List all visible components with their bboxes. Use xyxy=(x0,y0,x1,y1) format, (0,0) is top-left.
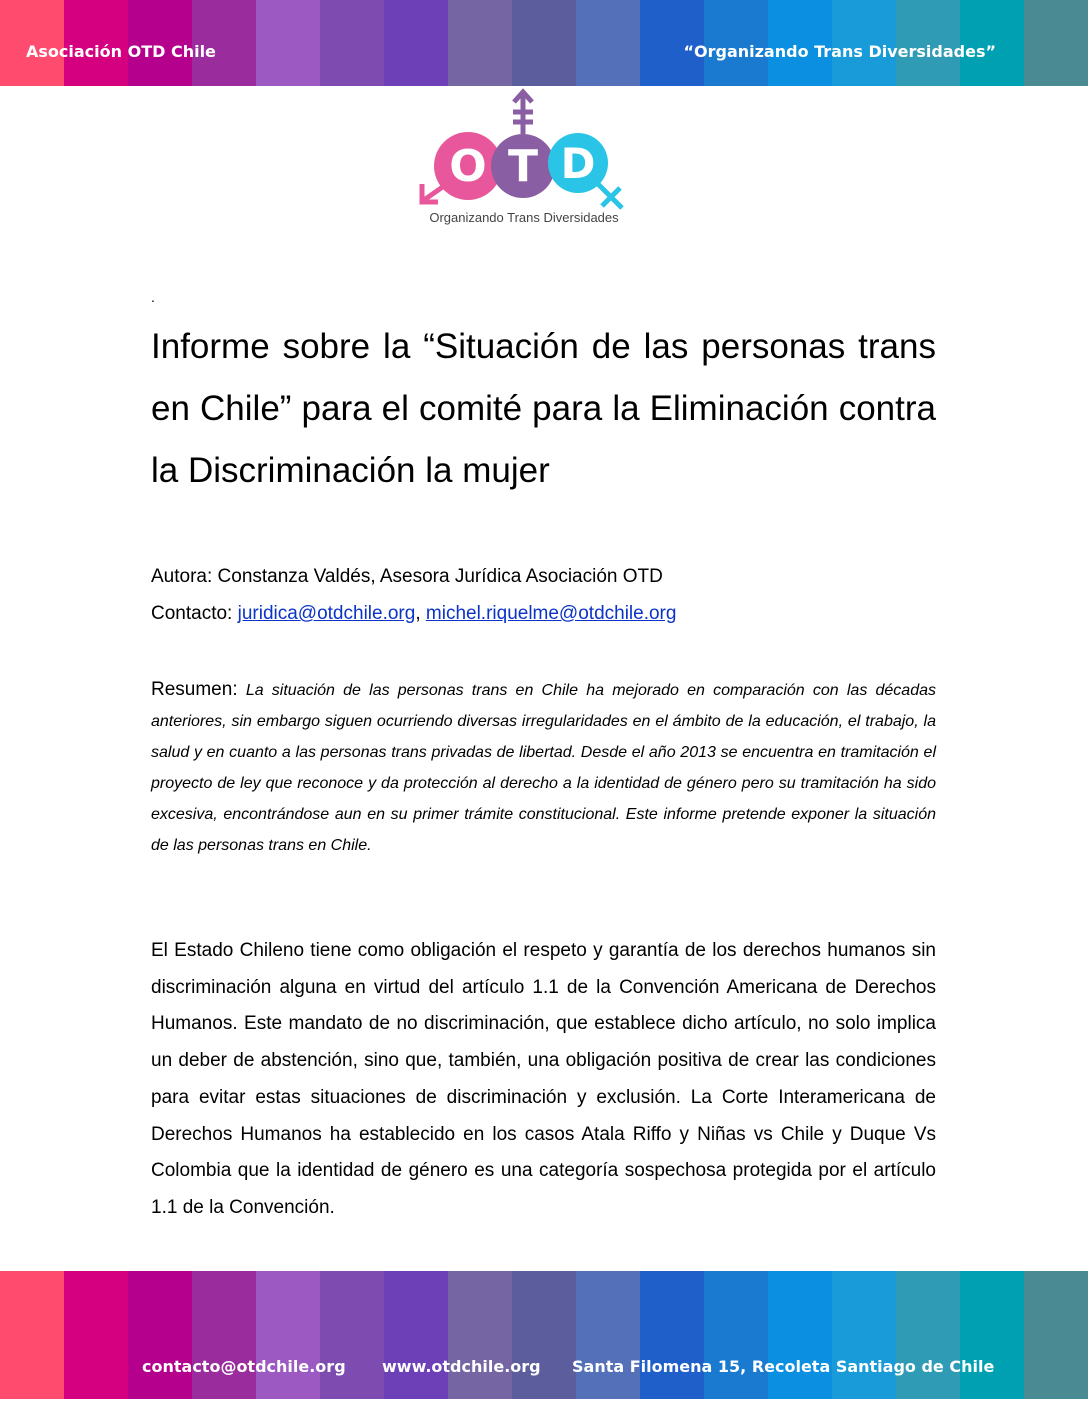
summary-label: Resumen: xyxy=(151,679,238,700)
color-stripe xyxy=(512,1271,576,1399)
trans-symbol-icon xyxy=(513,92,533,134)
otd-logo xyxy=(416,88,636,230)
logo-tagline: Organizando Trans Diversidades xyxy=(429,210,619,225)
contact-email-juridica-link[interactable]: juridica@otdchile.org xyxy=(237,603,416,624)
color-stripe xyxy=(320,0,384,86)
color-stripe xyxy=(768,1271,832,1399)
body-paragraph: El Estado Chileno tiene como obligación el respeto y garantía de los derechos humanos sin discriminación alguna en virtud del artículo 1.1 de la Convención Americana de Derechos Humanos. Este mandato de no discriminación, que establece dicho artículo, no solo implica un deber de abstención, sino que, también, una obligación positiva de crear las condiciones para evitar estas situaciones de discriminación y exclusión. La Corte Interamericana de Derechos Humanos ha establecido en los casos Atala Riffo y Niñas vs Chile y Duque Vs Colombia que la identidad de género es una categoría sospechosa protegida por el artículo 1.1 de la Convención. xyxy=(151,940,936,1218)
color-stripe xyxy=(896,1271,960,1399)
contact-separator: , xyxy=(415,603,426,624)
color-stripe xyxy=(640,1271,704,1399)
summary-paragraph xyxy=(151,674,936,861)
color-stripe xyxy=(576,0,640,86)
color-stripe xyxy=(256,1271,320,1399)
color-stripe xyxy=(832,1271,896,1399)
color-stripe xyxy=(448,1271,512,1399)
color-stripe xyxy=(384,1271,448,1399)
female-cross-icon xyxy=(598,184,622,208)
color-stripe xyxy=(256,0,320,86)
color-stripe xyxy=(64,1271,128,1399)
color-stripe xyxy=(192,1271,256,1399)
color-stripe xyxy=(128,1271,192,1399)
contact-email-michel-link[interactable]: michel.riquelme@otdchile.org xyxy=(425,603,677,624)
logo-letter-o: O xyxy=(449,141,487,192)
document-title: Informe sobre la “Situación de las personas trans en Chile” para el comité para la Eliminación contra la Discriminación la mujer xyxy=(151,327,936,490)
color-stripe xyxy=(512,0,576,86)
color-stripe xyxy=(1024,0,1088,86)
header-org-name: Asociación OTD Chile xyxy=(26,42,216,61)
author-line: Autora: Constanza Valdés, Asesora Jurídica Asociación OTD xyxy=(151,566,663,587)
color-stripe xyxy=(320,1271,384,1399)
logo-letter-t: T xyxy=(507,141,539,192)
contact-line xyxy=(151,603,676,625)
color-stripe xyxy=(448,0,512,86)
color-stripe xyxy=(1024,1271,1088,1399)
footer-address: Santa Filomena 15, Recoleta Santiago de Chile xyxy=(572,1357,995,1376)
stray-dot: . xyxy=(151,289,155,305)
color-stripe xyxy=(0,1271,64,1399)
footer-stripe-bar xyxy=(0,1271,1088,1399)
color-stripe xyxy=(960,1271,1024,1399)
footer-website: www.otdchile.org xyxy=(382,1357,541,1376)
color-stripe xyxy=(384,0,448,86)
logo-letter-d: D xyxy=(560,139,596,188)
color-stripe xyxy=(576,1271,640,1399)
color-stripe xyxy=(704,1271,768,1399)
contact-label: Contacto: xyxy=(151,603,238,624)
header-slogan: “Organizando Trans Diversidades” xyxy=(683,42,996,61)
summary-text: La situación de las personas trans en Chile ha mejorado en comparación con las décadas anteriores, sin embargo siguen ocurriendo diversas irregularidades en el ámbito de la educación, el trabajo, la salud y en cuanto a las personas trans privadas de libertad. Desde el año 2013 se encuentra en tramitación el proyecto de ley que reconoce y da protección al derecho a la identidad de género pero su tramitación ha sido excesiva, encontrándose aun en su primer trámite constitucional. Este informe pretende exponer la situación de las personas trans en Chile. xyxy=(151,682,937,854)
male-arrow-icon xyxy=(422,184,444,202)
footer-email: contacto@otdchile.org xyxy=(142,1357,346,1376)
